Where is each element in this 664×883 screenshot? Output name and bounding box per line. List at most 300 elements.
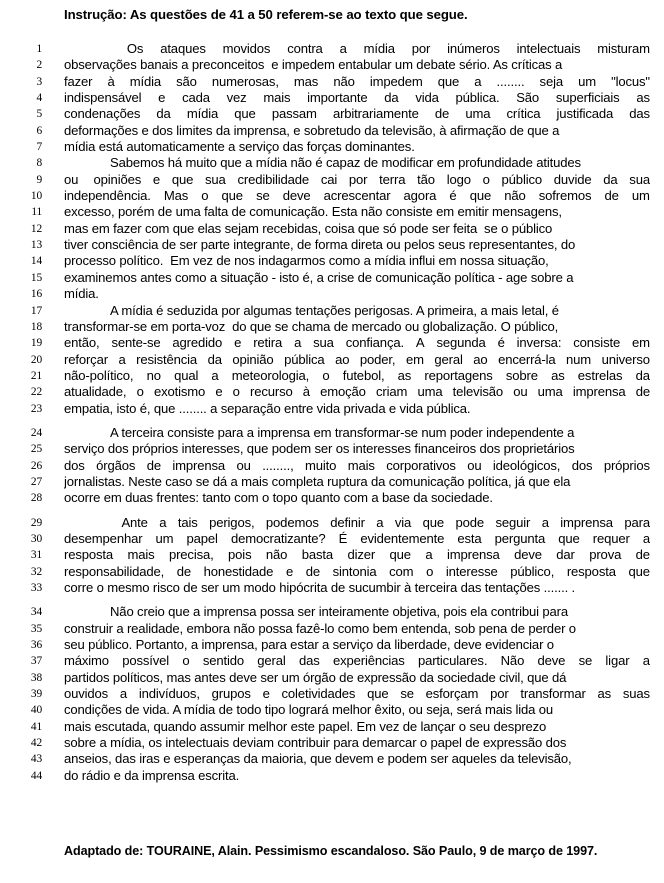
word: sua [205,171,226,187]
word: deve [282,188,311,204]
line-number: 27 [30,475,42,488]
line-number: 23 [30,402,42,415]
word: seguir [495,514,531,530]
word: pública [284,351,325,367]
text-line [0,686,664,702]
word: uma [465,106,491,122]
word: consiste [573,335,621,351]
word: que [234,106,256,122]
word: experiências [332,653,405,669]
word: passam [271,106,317,122]
word: independência. [64,188,151,204]
line-text [64,686,650,702]
text-line [0,221,664,237]
word: logo [446,171,471,187]
word: as [597,686,612,702]
line-text: mais escutada, quando assumir melhor este papel. Em vez de lançar o seu desprezo [64,718,547,734]
text-line [0,670,664,686]
word: dar [556,547,575,563]
word: a [642,530,650,546]
line-number: 1 [36,43,42,55]
word: confiança. [345,335,404,351]
word: tão [417,171,435,187]
word: evidentemente [360,530,445,546]
word: a [211,367,219,383]
word: imprensa [172,457,226,473]
word: condenações [64,106,141,122]
word: que [469,188,492,204]
text-line [0,384,664,400]
text-line [0,90,664,106]
paragraph [0,41,664,155]
word: a [294,335,302,351]
word: atualidade, [64,384,127,400]
word: agredido [172,335,223,351]
word: o [482,171,490,187]
word: para [624,514,650,530]
line-number: 19 [30,337,42,350]
word: ........ [496,73,525,89]
word: sentido [202,653,244,669]
line-number: 15 [30,271,42,284]
word: ao [473,351,488,367]
word: interesse [445,563,498,579]
line-text: seu público. Portanto, a imprensa, para estar a serviço da liberdade, deve evidenciar o [64,637,554,653]
text-line [0,204,664,220]
word: é [497,335,505,351]
word: no [146,367,161,383]
word: requer [592,530,630,546]
line-text [64,547,650,563]
word: a [376,514,384,530]
paragraph [0,604,664,784]
word: a [119,686,128,702]
text-line [0,286,664,302]
word: cai [320,171,338,187]
word: sua [629,171,650,187]
word: que [171,171,194,187]
word: pública. [455,90,500,106]
line-text: excesso, porém de uma falta de comunicação. Esta não consiste em emitir mensagens, [64,204,562,220]
line-text [64,41,650,57]
word: ligar [605,653,630,669]
word: que [628,563,650,579]
word: intelectuais [516,41,581,56]
word: estrelas [577,367,623,383]
line-text: construir a realidade, embora não possa fazê-lo como bem entenda, sob pena de perder o [64,620,576,636]
line-number: 12 [30,222,42,235]
word: mas [293,73,319,89]
paragraph [0,303,664,417]
line-text: do rádio e da imprensa escrita. [64,767,240,783]
word: a [339,41,347,56]
word: resposta [64,547,114,563]
word: que [437,73,460,89]
word: superficiais [555,90,620,106]
word: a [159,514,167,530]
line-number: 6 [36,124,42,137]
word: credibilidade [237,171,310,187]
word: por [411,41,431,56]
word: sente-se [111,335,161,351]
word: qual [174,367,199,383]
word: com [389,563,414,579]
word: e [158,90,166,106]
word: público [501,171,542,187]
word: que [221,188,243,204]
word: órgãos [96,457,136,473]
line-text: partidos políticos, mas antes deve ser um órgão de expressão da sociedade civil, que dá [64,669,567,685]
line-number: 25 [30,443,42,456]
line-text [64,564,650,580]
word: uma [417,384,443,400]
word: de [635,384,650,400]
word: por [348,171,368,187]
word: não [333,73,355,89]
text-line [0,368,664,384]
source-attribution: Adaptado de: TOURAINE, Alain. Pessimismo escandaloso. São Paulo, 9 de março de 1997. [64,844,598,858]
word: muito [305,457,337,473]
word: esta [457,530,482,546]
word: por [490,686,509,702]
word: próprios [603,457,650,473]
text-line [0,768,664,784]
line-number: 5 [36,108,42,121]
word: basta [301,547,334,563]
word: imprensa [572,384,626,400]
word: grupos [211,686,251,702]
text-line [0,604,664,620]
word: pergunta [494,530,546,546]
word: ou [513,384,528,400]
word: contra [287,41,323,56]
word: da [156,106,171,122]
word: retira [253,335,283,351]
word: de [604,188,619,204]
line-text [64,74,650,90]
word: um [631,188,650,204]
word: via [394,514,412,530]
text-line [0,335,664,351]
word: poder, [359,351,396,367]
word: máximo [64,653,109,669]
word: uma [537,384,563,400]
word: Mas [163,188,189,204]
text-line [0,401,664,417]
word: de [305,563,320,579]
line-number: 40 [30,704,42,717]
word: um [155,530,174,546]
text-line [0,441,664,457]
word: as [636,90,650,106]
word: pode [455,514,485,530]
word: esforçam [425,686,479,702]
word: justificada [556,106,614,122]
word: indivíduos, [138,686,200,702]
word: misturam [597,41,650,56]
line-number: 4 [36,92,42,105]
line-number: 32 [30,565,42,578]
word: terra [379,171,406,187]
word: honestidade [203,563,274,579]
word: televisão [452,384,504,400]
text-line [0,547,664,563]
text-line [0,751,664,767]
word: movidos [222,41,271,56]
word: de [146,457,161,473]
word: geral [434,351,463,367]
word: importante [307,90,368,106]
word: opiniões [90,171,142,187]
line-text: serviço dos próprios interesses, que podem ser os interesses financeiros dos proprietários [64,441,575,457]
word: reportagens [424,367,493,383]
word: as [551,367,565,383]
word: a [118,351,126,367]
text-line [0,123,664,139]
line-number: 37 [30,655,42,668]
text-line [0,303,664,319]
line-text: tiver consciência de ser parte integrante, de forma direta ou pelos seus representantes, do [64,237,576,253]
line-text: A mídia é seduzida por algumas tentações perigosas. A primeira, a mais letal, é [110,302,559,318]
word: A [415,335,425,351]
text-line [0,155,664,171]
word: e [285,563,294,579]
text-line [0,188,664,204]
word: agora [403,188,437,204]
word: geral [257,653,286,669]
word: impedem [369,73,423,89]
paragraph-indent [64,515,110,531]
word: futebol, [342,367,385,383]
line-number: 21 [30,369,42,382]
line-text: processo político. Em vez de nos indagarmos como a mídia influi em nossa situação, [64,253,549,269]
line-text [64,531,650,547]
word: à [107,73,115,89]
word: em [632,335,650,351]
line-text [64,352,650,368]
word: ouvidos [64,686,109,702]
word: suas [622,686,650,702]
line-text: mídia. [64,286,99,302]
line-text [64,384,650,400]
word: o [136,384,144,400]
line-text: ocorre em duas frentes: tanto com o topo quanto com a base da sociedade. [64,490,493,506]
word: criam [376,384,408,400]
line-text: condições de vida. A mídia de todo tipo logrará melhor êxito, ou seja, será mais lida ou [64,702,554,718]
text-line [0,237,664,253]
text-line [0,735,664,751]
line-number: 30 [30,532,42,545]
line-text: jornalistas. Neste caso se dá a mais completa ruptura da comunicação política, já que ela [64,473,571,489]
word: sobre [505,367,538,383]
line-text: empatia, isto é, que ........ a separação entre vida privada e vida pública. [64,400,471,416]
line-number: 2 [36,59,42,72]
word: a [474,73,482,89]
line-text: observações banais a preconceitos e impedem entabular um debate sério. As críticas a [64,57,563,73]
line-number: 39 [30,688,42,701]
word: cada [182,90,210,106]
text-line [0,41,664,57]
word: podemos [265,514,319,530]
word: democratizante? [230,530,326,546]
text-line [0,425,664,441]
word: indispensável [64,90,142,106]
word: coletividades [281,686,356,702]
word: Ante [121,514,148,530]
word: papel [186,530,218,546]
word: mídia [363,41,395,56]
word: exotismo [153,384,206,400]
line-text [64,335,650,351]
word: ou [64,171,79,187]
line-number: 29 [30,516,42,529]
line-text: mídia está automaticamente a serviço das forças dominantes. [64,139,415,155]
word: que [422,514,445,530]
word: acrescentar [323,188,391,204]
word: vez [226,90,247,106]
word: da [207,351,222,367]
line-number: 16 [30,288,42,301]
word: de [434,106,450,122]
word: um [578,73,596,89]
line-number: 13 [30,239,42,252]
word: resposta [566,563,616,579]
line-text [64,653,650,669]
paragraph [0,425,664,507]
word: o [232,384,240,400]
word: dizer [347,547,376,563]
line-text: examinemos antes como a situação - isto é, a crise de comunicação política - age sobre a [64,269,574,285]
word: ou [236,457,251,473]
word: meteorologia, [231,367,310,383]
text-line [0,352,664,368]
word: arbitrariamente [332,106,419,122]
word: tais [177,514,198,530]
word: então, [64,335,100,351]
line-number: 22 [30,386,42,399]
word: e [152,171,161,187]
line-text [64,188,650,204]
line-text: mas em fazer com que elas sejam recebidas, coisa que só pode ser feita se o público [64,220,553,236]
line-number: 36 [30,639,42,652]
paragraph [0,515,664,597]
line-number: 20 [30,353,42,366]
word: deve [514,547,542,563]
word: da [384,90,399,106]
word: imprensa [446,547,500,563]
line-text [64,172,650,188]
word: as [397,367,412,383]
word: responsabilidade, [64,563,165,579]
word: sua [313,335,334,351]
word: "locus" [611,73,650,89]
word: num [566,351,592,367]
word: mídia [129,73,161,89]
word: possível [122,653,170,669]
line-number: 7 [36,141,42,154]
text-line [0,458,664,474]
line-number: 31 [30,549,42,562]
word: que [558,530,580,546]
line-number: 38 [30,671,42,684]
text-body [0,41,664,784]
line-text: Não creio que a imprensa possa ser inteiramente objetiva, pois ela contribui para [110,604,569,620]
text-line [0,270,664,286]
word: ideológicos, [492,457,561,473]
text-line [0,253,664,269]
line-number: 9 [36,173,42,186]
word: se [256,188,270,204]
word: de [635,547,650,563]
word: são [176,73,197,89]
word: a [642,653,650,669]
word: o [201,188,209,204]
word: fazer [64,73,93,89]
word: o [322,367,330,383]
line-text: transformar-se em porta-voz do que se chama de mercado ou globalização. O público, [64,318,559,334]
word: a [541,514,549,530]
line-number: 14 [30,255,42,268]
word: mais [347,457,375,473]
word: dos [64,457,85,473]
word: o [182,653,190,669]
line-number: 26 [30,459,42,472]
line-text: Sabemos há muito que a mídia não é capaz de modificar em profundidade atitudes [110,155,581,171]
word: sofremos [538,188,592,204]
line-text: sobre a mídia, os intelectuais deviam contribuir para demarcar o papel de expressão dos [64,735,567,751]
line-text [64,458,650,474]
line-number: 42 [30,737,42,750]
text-line [0,621,664,637]
line-text [64,368,650,384]
word: imprensa [560,514,613,530]
word: a [425,547,433,563]
word: e [215,384,223,400]
word: precisa, [168,547,214,563]
line-text: anseios, das iras e esperanças da maioria, que devem e podem ser aqueles da televisão, [64,751,572,767]
word: o [426,563,434,579]
word: reforçar [64,351,108,367]
text-line [0,139,664,155]
word: da [635,367,650,383]
word: resistência [136,351,198,367]
word: das [629,106,650,122]
word: mais [263,90,291,106]
line-number: 18 [30,320,42,333]
line-number: 17 [30,304,42,317]
paragraph-indent [64,41,110,57]
line-number: 43 [30,753,42,766]
word: não-político, [64,367,134,383]
line-number: 41 [30,720,42,733]
word: é [449,188,457,204]
instruction-heading: Instrução: As questões de 41 a 50 referem-se ao texto que segue. [64,7,468,22]
line-text: corre o mesmo risco de ser um modo hipócrita de sucumbir à terceira das tentações ....... . [64,580,576,595]
word: ataques [160,41,206,56]
word: que [367,686,389,702]
line-number: 33 [30,582,42,594]
word: de [176,563,191,579]
word: São [516,90,540,106]
word: das [298,653,320,669]
line-text [64,90,650,106]
word: duvide [553,171,592,187]
text-line [0,474,664,490]
paragraph [0,155,664,302]
line-text [64,106,650,122]
text-line [0,653,664,669]
word: inúmeros [447,41,500,56]
